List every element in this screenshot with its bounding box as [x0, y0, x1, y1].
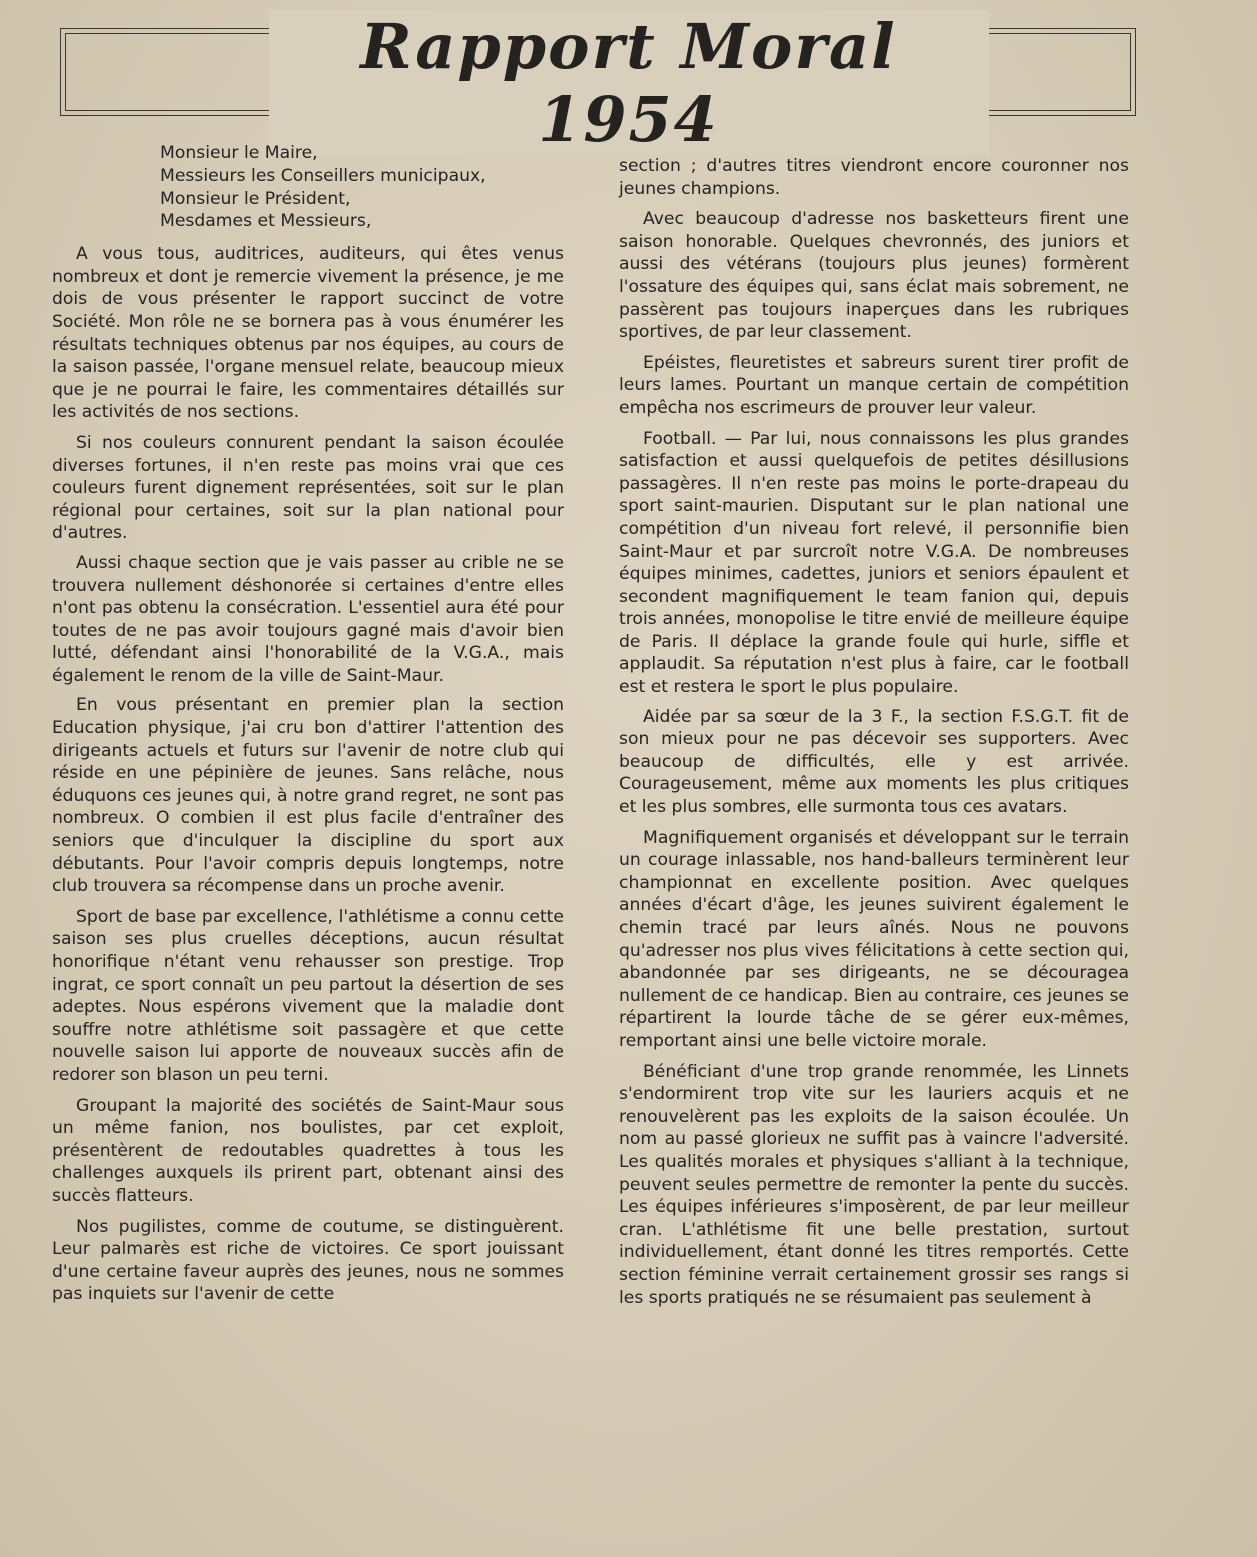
paragraph: Nos pugilistes, comme de coutume, se distinguèrent. Leur palmarès est riche de victoires. Ce sport jouissant d'une certaine faveur auprès des jeunes, nous ne sommes pas inquiets sur l'avenir de cette	[52, 1216, 564, 1305]
paragraph: Avec beaucoup d'adresse nos basketteurs firent une saison honorable. Quelques chevronnés, des juniors et aussi des vétérans (toujours plus jeunes) formèrent l'ossature des équipes qui, sans éclat mais sobrement, ne passèrent pas toujours inaperçues dans les rubriques sportives, de par leur classement.	[619, 209, 1129, 343]
paragraph: Football. — Par lui, nous connaissons les plus grandes satisfaction et aussi quelquefois de petites désillusions passagères. Il n'en reste pas moins le porte-drapeau du sport saint-maurien. Disputant sur le plan national une compétition d'un niveau fort relevé, il personnifie bien Saint-Maur et par surcroît notre V.G.A. De nombreuses équipes minimes, cadettes, juniors et seniors épaulent et secondent magnifiquement le team fanion qui, depuis trois années, monopolise le titre envié de meilleure équipe de Paris. Il déplace la grande foule qui hurle, siffle et applaudit. Sa réputation n'est plus à faire, car le football est et restera le sport le plus populaire.	[619, 428, 1129, 698]
paragraph: Si nos couleurs connurent pendant la saison écoulée diverses fortunes, il n'en reste pas moins vrai que ces couleurs furent dignement représentées, soit sur le plan régional pour certaines, soit sur la plan national pour d'autres.	[52, 432, 564, 544]
paragraph: section ; d'autres titres viendront encore couronner nos jeunes champions.	[619, 156, 1129, 199]
salutation-line: Monsieur le Président,	[160, 188, 351, 209]
salutation-line: Messieurs les Conseillers municipaux,	[160, 165, 486, 186]
page-title: Rapport Moral 1954	[269, 10, 989, 156]
salutation-line: Mesdames et Messieurs,	[160, 211, 372, 232]
paragraph: Bénéficiant d'une trop grande renommée, les Linnets s'endormirent trop vite sur les lauriers acquis et ne renouvelèrent pas les exploits de la saison écoulée. Un nom au passé glorieux ne suffit pas à vaincre l'adversité. Les qualités morales et physiques s'alliant à la technique, peuvent seules permettre de remonter la pente du succès. Les équipes inférieures s'imposèrent, de par leur meilleur cran. L'athlétisme fit une belle prestation, surtout individuellement, étant donné les titres remportés. Cette section féminine verrait certainement grossir ses rangs si les sports pratiqués ne se résumaient pas seulement à	[619, 1061, 1129, 1308]
paragraph: Magnifiquement organisés et développant sur le terrain un courage inlassable, nos hand-balleurs terminèrent leur championnat en excellente position. Avec quelques années d'écart d'âge, les jeunes suivirent également le chemin tracé par leurs aînés. Nous ne pouvons qu'adresser nos plus vives félicitations à cette section qui, abandonnée par ses dirigeants, ne se découragea nullement de ce handicap. Bien au contraire, ces jeunes se répartirent la lourde tâche de se gérer eux-mêmes, remportant ainsi une belle victoire morale.	[619, 827, 1129, 1051]
salutation-line: Monsieur le Maire,	[160, 143, 318, 163]
paragraph: A vous tous, auditrices, auditeurs, qui êtes venus nombreux et dont je remercie vivement la présence, je me dois de vous présenter le rapport succinct de votre Société. Mon rôle ne se bornera pas à vous énumérer les résultats techniques obtenus par nos équipes, au cours de la saison passée, l'organe mensuel relate, beaucoup mieux que je ne pourrai le faire, les commentaires détaillés sur les activités de nos sections.	[52, 244, 564, 423]
salutation	[160, 142, 564, 233]
paragraph: Epéistes, fleuretistes et sabreurs surent tirer profit de leurs lames. Pourtant un manque certain de compétition empêcha nos escrimeurs de prouver leur valeur.	[619, 352, 1129, 418]
left-column	[52, 142, 564, 1313]
paragraph: En vous présentant en premier plan la section Education physique, j'ai cru bon d'attirer l'attention des dirigeants actuels et futurs sur l'avenir de notre club qui réside en une pépinière de jeunes. Sans relâche, nous éduquons ces jeunes qui, à notre grand regret, ne sont pas nombreux. O combien il est plus facile d'entraîner des seniors que d'inculquer la discipline du sport aux débutants. Pour l'avoir compris depuis longtemps, notre club trouvera sa récompense dans un proche avenir.	[52, 695, 564, 897]
paragraph: Aidée par sa sœur de la 3 F., la section F.S.G.T. fit de son mieux pour ne pas décevoir ses supporters. Avec beaucoup de difficultés, elle y est arrivée. Courageusement, même aux moments les plus critiques et les plus sombres, elle surmonta tous ces avatars.	[619, 706, 1129, 818]
right-column	[619, 155, 1129, 1316]
paragraph: Sport de base par excellence, l'athlétisme a connu cette saison ses plus cruelles déceptions, aucun résultat honorifique n'étant venu rehausser son prestige. Trop ingrat, ce sport connaît un peu partout la désertion de ses adeptes. Nous espérons vivement que la maladie dont souffre notre athlétisme soit passagère et que cette nouvelle saison lui apporte de nouveaux succès afin de redorer son blason un peu terni.	[52, 906, 564, 1085]
paragraph: Aussi chaque section que je vais passer au crible ne se trouvera nullement déshonorée si certaines d'entre elles n'ont pas obtenu la consécration. L'essentiel aura été pour toutes de ne pas avoir toujours gagné mais d'avoir bien lutté, défendant ainsi l'honorabilité de la V.G.A., mais également le renom de la ville de Saint-Maur.	[52, 552, 564, 686]
paragraph: Groupant la majorité des sociétés de Saint-Maur sous un même fanion, nos boulistes, par cet exploit, présentèrent de redoutables quadrettes à tous les challenges auxquels ils prirent part, obtenant ainsi des succès flatteurs.	[52, 1095, 564, 1206]
